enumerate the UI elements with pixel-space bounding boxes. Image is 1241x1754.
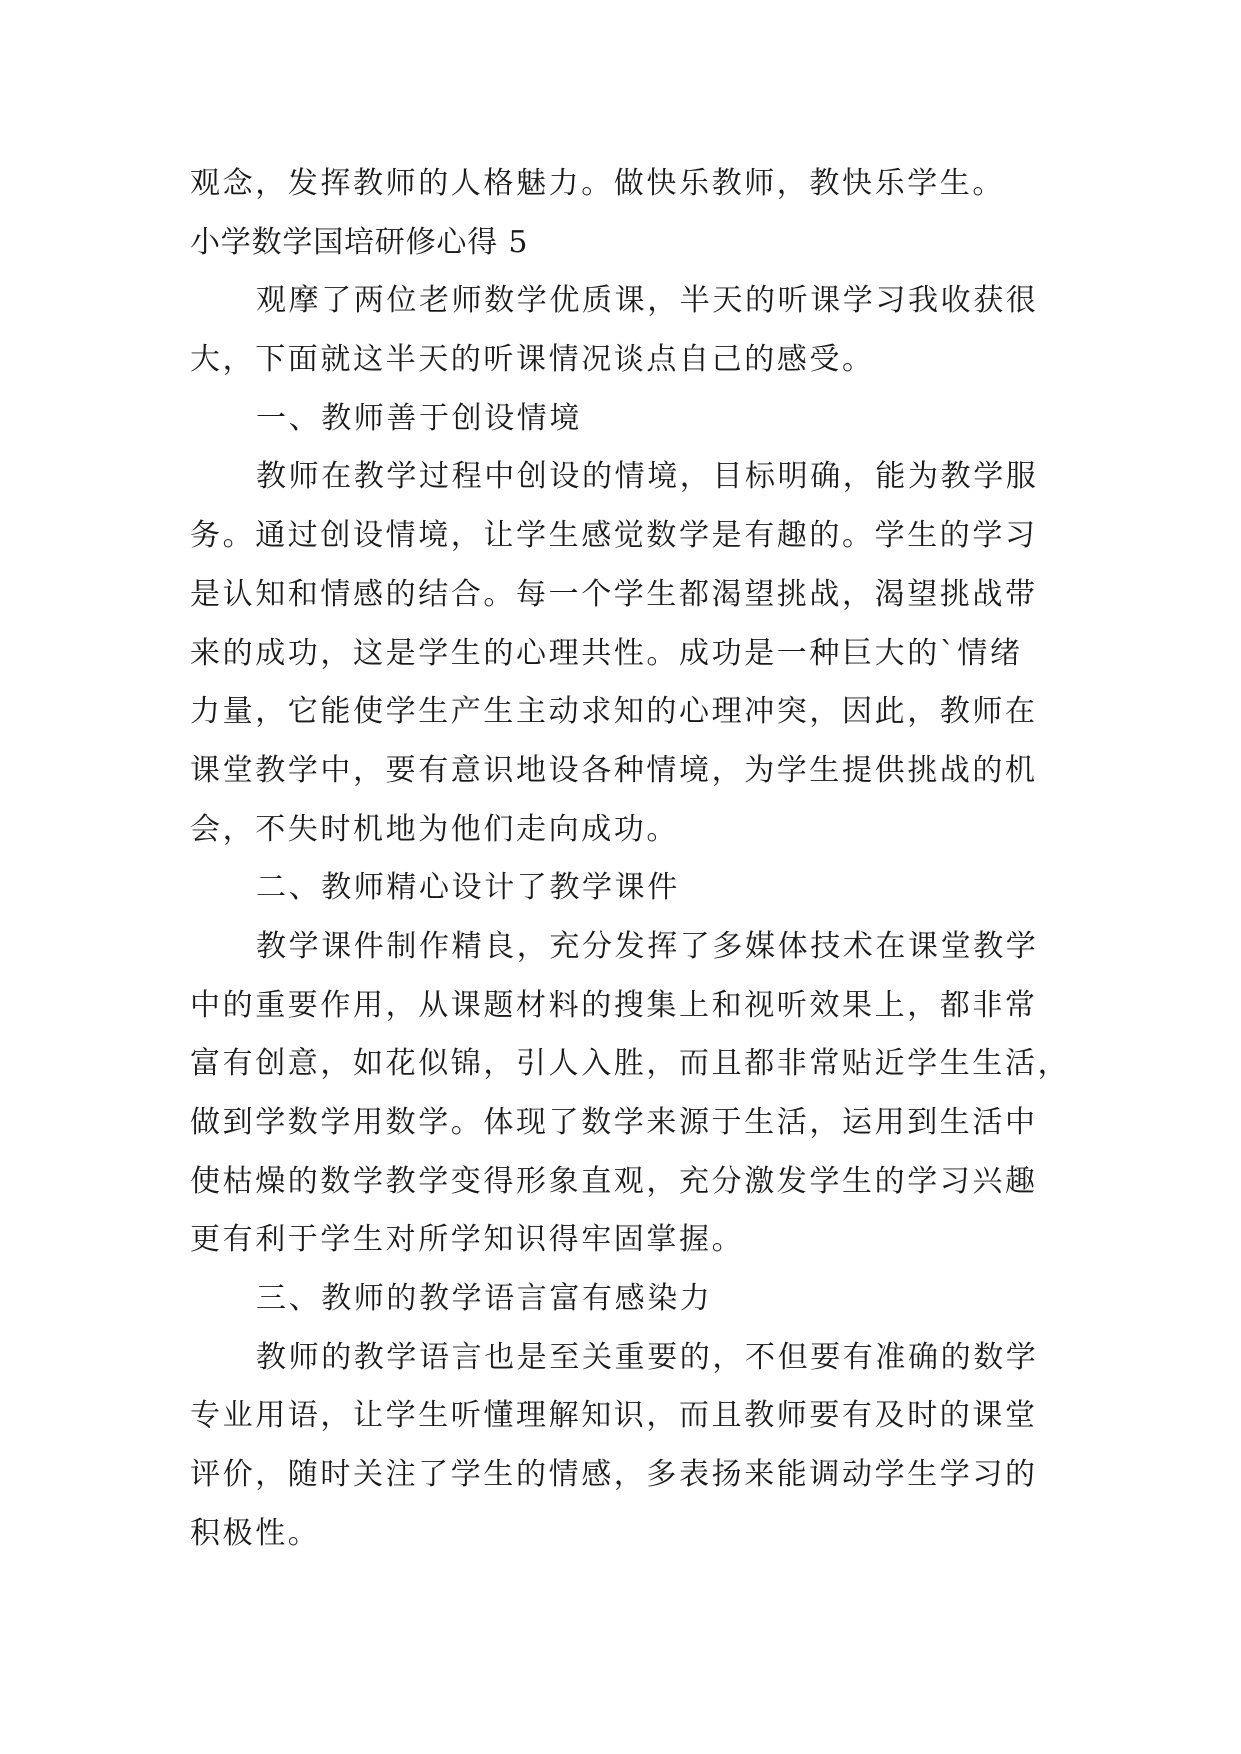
text-line: 积极性。 xyxy=(190,1515,321,1551)
text-line: 课堂教学中，要有意识地设各种情境，为学生提供挑战的机 xyxy=(190,752,1038,788)
text-line: 富有创意，如花似锦，引人入胜，而且都非常贴近学生生活， xyxy=(190,1046,1071,1082)
text-line: 观念，发挥教师的人格魅力。做快乐教师，教快乐学生。 xyxy=(190,166,1005,201)
text-line: 更有利于学生对所学知识得牢固掌握。 xyxy=(190,1222,745,1258)
text-line: 会，不失时机地为他们走向成功。 xyxy=(190,811,679,847)
text-line: 使枯燥的数学教学变得形象直观，充分激发学生的学习兴趣 xyxy=(190,1163,1038,1199)
text-line: 是认知和情感的结合。每一个学生都渴望挑战，渴望挑战带 xyxy=(190,576,1038,612)
text-line: 三、教师的教学语言富有感染力 xyxy=(256,1281,713,1317)
text-line: 教师在教学过程中创设的情境，目标明确，能为教学服 xyxy=(256,459,1039,495)
text-line: 观摩了两位老师数学优质课，半天的听课学习我收获很 xyxy=(256,283,1039,319)
text-line: 大，下面就这半天的听课情况谈点自己的感受。 xyxy=(190,342,875,378)
text-line: 教师的教学语言也是至关重要的，不但要有准确的数学 xyxy=(256,1339,1039,1375)
text-line: 来的成功，这是学生的心理共性。成功是一种巨大的`情绪 xyxy=(190,635,1023,671)
document-page xyxy=(190,155,1071,1564)
document-body xyxy=(190,155,1071,1564)
text-line: 评价，随时关注了学生的情感，多表扬来能调动学生学习的 xyxy=(190,1457,1038,1493)
text-line: 教学课件制作精良，充分发挥了多媒体技术在课堂教学 xyxy=(256,928,1039,964)
text-line: 做到学数学用数学。体现了数学来源于生活，运用到生活中 xyxy=(190,1105,1038,1140)
section-title: 小学数学国培研修心得 5 xyxy=(190,224,529,260)
text-line: 务。通过创设情境，让学生感觉数学是有趣的。学生的学习 xyxy=(190,518,1038,554)
text-line: 力量，它能使学生产生主动求知的心理冲突，因此，教师在 xyxy=(190,694,1038,730)
text-line: 二、教师精心设计了教学课件 xyxy=(256,870,680,906)
text-line: 中的重要作用，从课题材料的搜集上和视听效果上，都非常 xyxy=(190,987,1038,1023)
text-line: 一、教师善于创设情境 xyxy=(256,400,582,436)
text-line: 专业用语，让学生听懂理解知识，而且教师要有及时的课堂 xyxy=(190,1398,1038,1434)
